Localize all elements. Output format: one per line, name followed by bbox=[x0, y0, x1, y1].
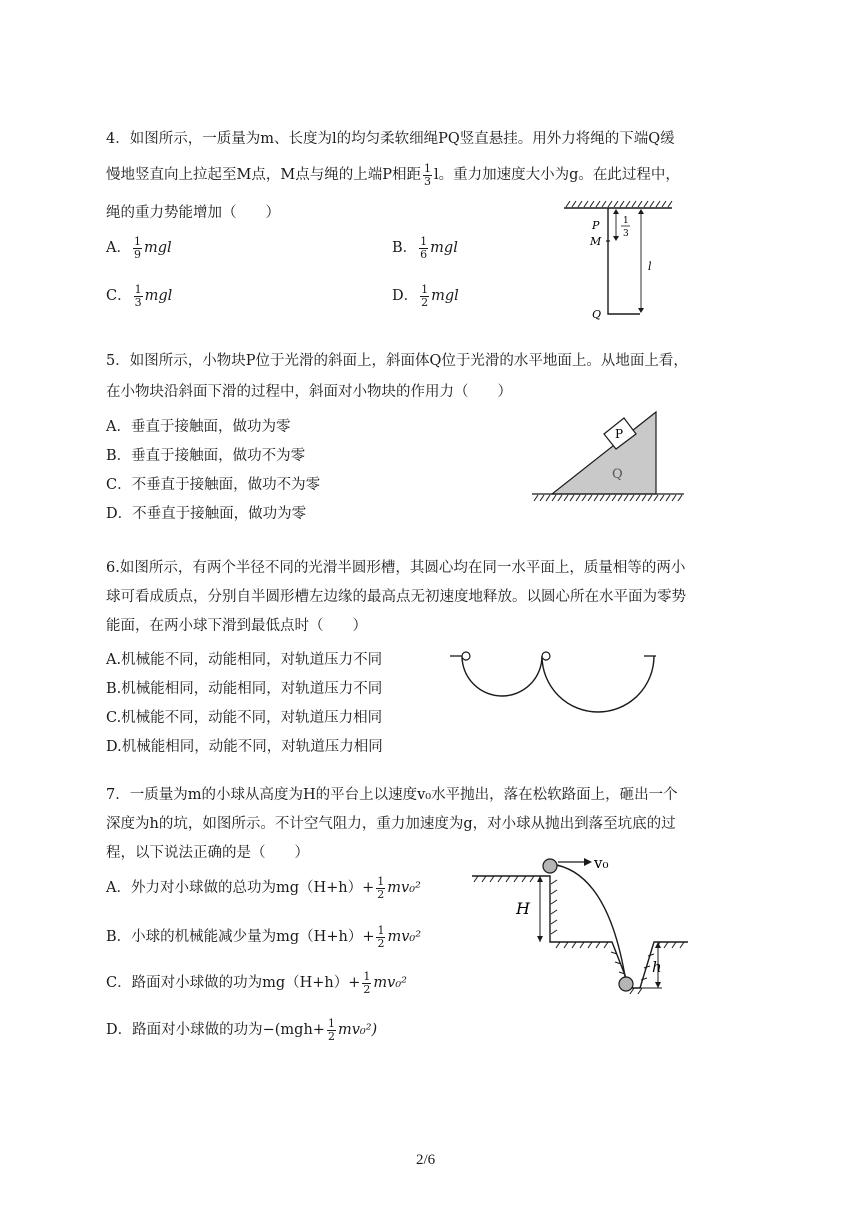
q7-line1: 7．一质量为m的小球从高度为H的平台上以速度v₀水平抛出，落在松软路面上，砸出一个 bbox=[106, 787, 678, 803]
q6-option-a[interactable]: A.机械能不同，动能相同，对轨道压力不同 bbox=[106, 652, 383, 668]
q5-option-c[interactable]: C．不垂直于接触面，做功不为零 bbox=[106, 477, 321, 493]
q4-line2 bbox=[106, 163, 680, 187]
label-q: Q bbox=[592, 308, 602, 321]
q5-option-a[interactable]: A．垂直于接触面，做功为零 bbox=[106, 419, 291, 435]
q4-option-d[interactable]: D． $\frac{1}{2}$ mgl bbox=[392, 283, 459, 309]
q6-option-c[interactable]: C.机械能不同，动能不同，对轨道压力相同 bbox=[106, 710, 383, 726]
label-third-den: 3 bbox=[623, 229, 629, 239]
q4-rope-figure bbox=[560, 198, 680, 323]
q4-line2-b: l。重力加速度大小为g。在此过程中， bbox=[433, 167, 680, 184]
q6-option-d[interactable]: D.机械能相同，动能不同，对轨道压力相同 bbox=[106, 739, 383, 755]
q6-line3: 能面，在两小球下滑到最低点时（ ） bbox=[106, 618, 367, 634]
q4-line1: 4．如图所示，一质量为m、长度为l的均匀柔软细绳PQ竖直悬挂。用外力将绳的下端Q缓 bbox=[106, 131, 675, 147]
q6-option-b[interactable]: B.机械能相同，动能相同，对轨道压力不同 bbox=[106, 681, 383, 697]
label-m: M bbox=[590, 235, 602, 248]
q7-line3: 程，以下说法正确的是（ ） bbox=[106, 845, 309, 861]
q7-projectile-figure bbox=[466, 848, 696, 1000]
q4-line2-a: 慢地竖直向上拉起至M点，M点与绳的上端P相距 bbox=[106, 167, 421, 184]
label-v0: v₀ bbox=[594, 854, 609, 872]
label-h-upper: H bbox=[516, 899, 530, 918]
ball-left bbox=[462, 652, 470, 660]
q6-line1: 6.如图所示，有两个半径不同的光滑半圆形槽，其圆心均在同一水平面上，质量相等的两小 bbox=[106, 560, 686, 576]
q7-option-b[interactable]: B．小球的机械能减少量为mg（H+h）+ $\frac{1}{2}$ mv₀² bbox=[106, 924, 422, 950]
q4-fraction: $\frac{1}{3}$ bbox=[423, 162, 431, 188]
q5-line2: 在小物块沿斜面下滑的过程中，斜面对小物块的作用力（ ） bbox=[106, 384, 512, 400]
label-p: P bbox=[615, 427, 624, 441]
ball-end bbox=[619, 977, 633, 991]
label-q: Q bbox=[612, 467, 623, 482]
q5-option-d[interactable]: D．不垂直于接触面，做功为零 bbox=[106, 506, 307, 522]
q7-option-d[interactable]: D．路面对小球做的功为−(mgh+ $\frac{1}{2}$ mv₀²) bbox=[106, 1017, 378, 1043]
label-p: P bbox=[592, 219, 600, 232]
ball-right bbox=[542, 652, 550, 660]
incline-q bbox=[552, 412, 656, 494]
q6-semicircle-figure bbox=[444, 640, 664, 720]
q5-incline-figure bbox=[528, 404, 688, 510]
q5-line1: 5．如图所示，小物块P位于光滑的斜面上，斜面体Q位于光滑的水平地面上。从地面上看， bbox=[106, 353, 688, 369]
q4-line3: 绳的重力势能增加（ ） bbox=[106, 205, 280, 221]
q4-option-b[interactable]: B． $\frac{1}{6}$ mgl bbox=[392, 235, 458, 261]
q7-option-c[interactable]: C．路面对小球做的功为mg（H+h）+ $\frac{1}{2}$ mv₀² bbox=[106, 970, 407, 996]
page-number: 2/6 bbox=[416, 1152, 436, 1168]
trajectory bbox=[550, 864, 626, 982]
q4-option-a[interactable]: A． $\frac{1}{9}$ mgl bbox=[106, 235, 172, 261]
label-h-lower: h bbox=[652, 958, 662, 976]
q6-line2: 球可看成质点，分别自半圆形槽左边缘的最高点无初速度地释放。以圆心所在水平面为零势 bbox=[106, 589, 686, 605]
q5-option-b[interactable]: B．垂直于接触面，做功不为零 bbox=[106, 448, 306, 464]
label-l: l bbox=[648, 260, 652, 273]
q7-option-a[interactable]: A．外力对小球做的总功为mg（H+h）+ $\frac{1}{2}$ mv₀² bbox=[106, 875, 421, 901]
q7-line2: 深度为h的坑，如图所示。不计空气阻力，重力加速度为g，对小球从抛出到落至坑底的过 bbox=[106, 816, 676, 832]
small-groove bbox=[462, 656, 542, 696]
large-groove bbox=[542, 656, 654, 712]
q4-option-c[interactable]: C． $\frac{1}{3}$ mgl bbox=[106, 283, 173, 309]
ball-start bbox=[543, 859, 557, 873]
label-third-num: 1 bbox=[623, 216, 629, 226]
